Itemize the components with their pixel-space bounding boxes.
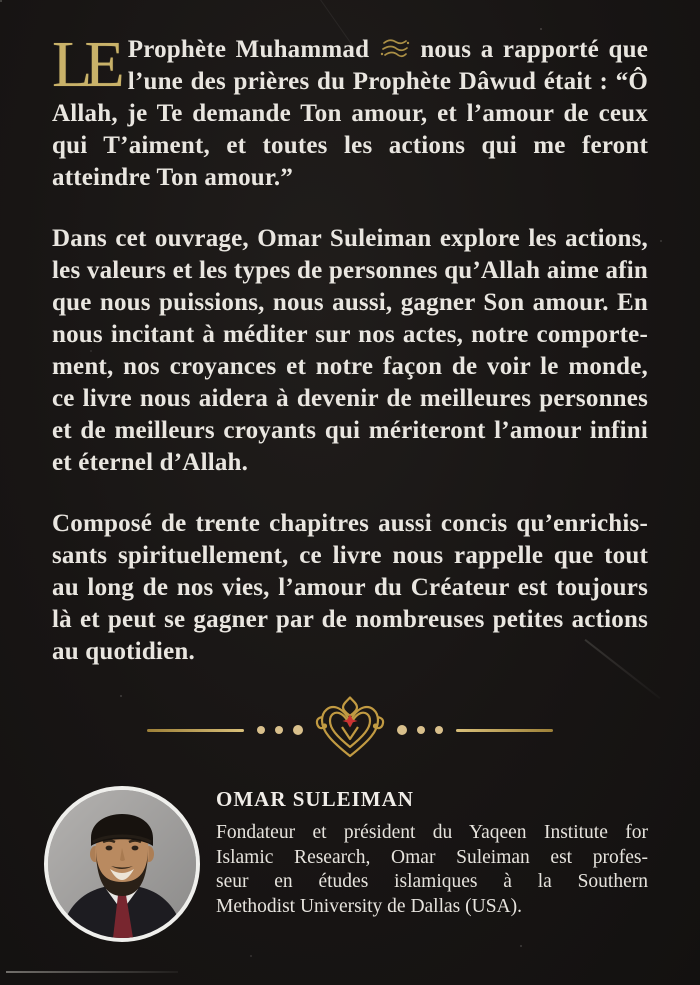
dropcap-le: LE [52,28,117,101]
opening-line-1 [52,34,648,66]
scan-specks [0,0,2,2]
opening-paragraph [52,28,648,194]
divider-dot [417,726,425,734]
text-line: les valeurs et les types de personnes qu’Allah aime afin [52,257,648,284]
scan-scratch [6,971,178,973]
divider-line-left [147,729,244,732]
author-portrait-photo [44,786,200,942]
paragraph-3 [52,508,648,668]
portrait-omar-suleiman-icon [48,790,196,938]
text-line: ment, nos croyances et notre façon de voir le monde, [52,353,648,380]
text-line: au long de nos vies, l’amour du Créateur est toujours [52,574,648,601]
text-line: Allah, je Te demande Ton amour, et l’amour de ceux [52,100,648,127]
text-line: sants spirituellement, ce livre nous rappelle que tout [52,542,648,569]
text-line: là et peut se gagner par de nombreuses petites actions [52,606,648,633]
divider-dot [257,726,265,734]
heart-flourish-icon [314,696,386,765]
text-line: qui T’aiment, et toutes les actions qui me feront [52,132,648,159]
sallallahu-alayhi-wasallam-icon [379,37,411,61]
divider-dot [397,725,407,735]
author-section [0,786,700,942]
text-line: et éternel d’Allah. [52,449,249,476]
opening-paragraph-lines [52,66,648,194]
text-line: Methodist University de Dallas (USA). [216,895,523,917]
author-text-block [216,786,648,942]
text-line: l’une des prières du Prophète Dâwud était : “Ô [127,68,648,95]
divider-dot [275,726,283,734]
text-line: Fondateur et président du Yaqeen Institute for [216,822,648,843]
text-line: atteindre Ton amour.” [52,164,294,191]
opening-line1-after: nous a rapporté que [420,36,648,63]
text-line: et de meilleurs croyants qui mériteront l’amour infini [52,417,648,444]
text-line: que nous puissions, nous aussi, gagner Son amour. En [52,289,648,316]
text-line: nous incitant à méditer sur nos actes, notre comporte- [52,321,648,348]
divider-dot [435,726,443,734]
opening-line1-before: Prophète Muhammad [127,36,370,63]
text-line: Islamic Research, Omar Suleiman est profes- [216,846,648,868]
divider-dot [293,725,303,735]
text-line: ce livre nous aidera à devenir de meilleures personnes [52,385,648,412]
author-bio [216,821,648,919]
author-name: OMAR SULEIMAN [216,787,414,811]
text-line: au quotidien. [52,638,195,665]
paragraph-2 [52,223,648,479]
text-line: Composé de trente chapitres aussi concis qu’enrichis- [52,510,648,537]
text-line: seur en études islamiques à la Southern [216,871,648,892]
text-line: Dans cet ouvrage, Omar Suleiman explore les actions, [52,225,648,252]
gold-divider [0,698,700,762]
divider-line-right [456,729,553,732]
